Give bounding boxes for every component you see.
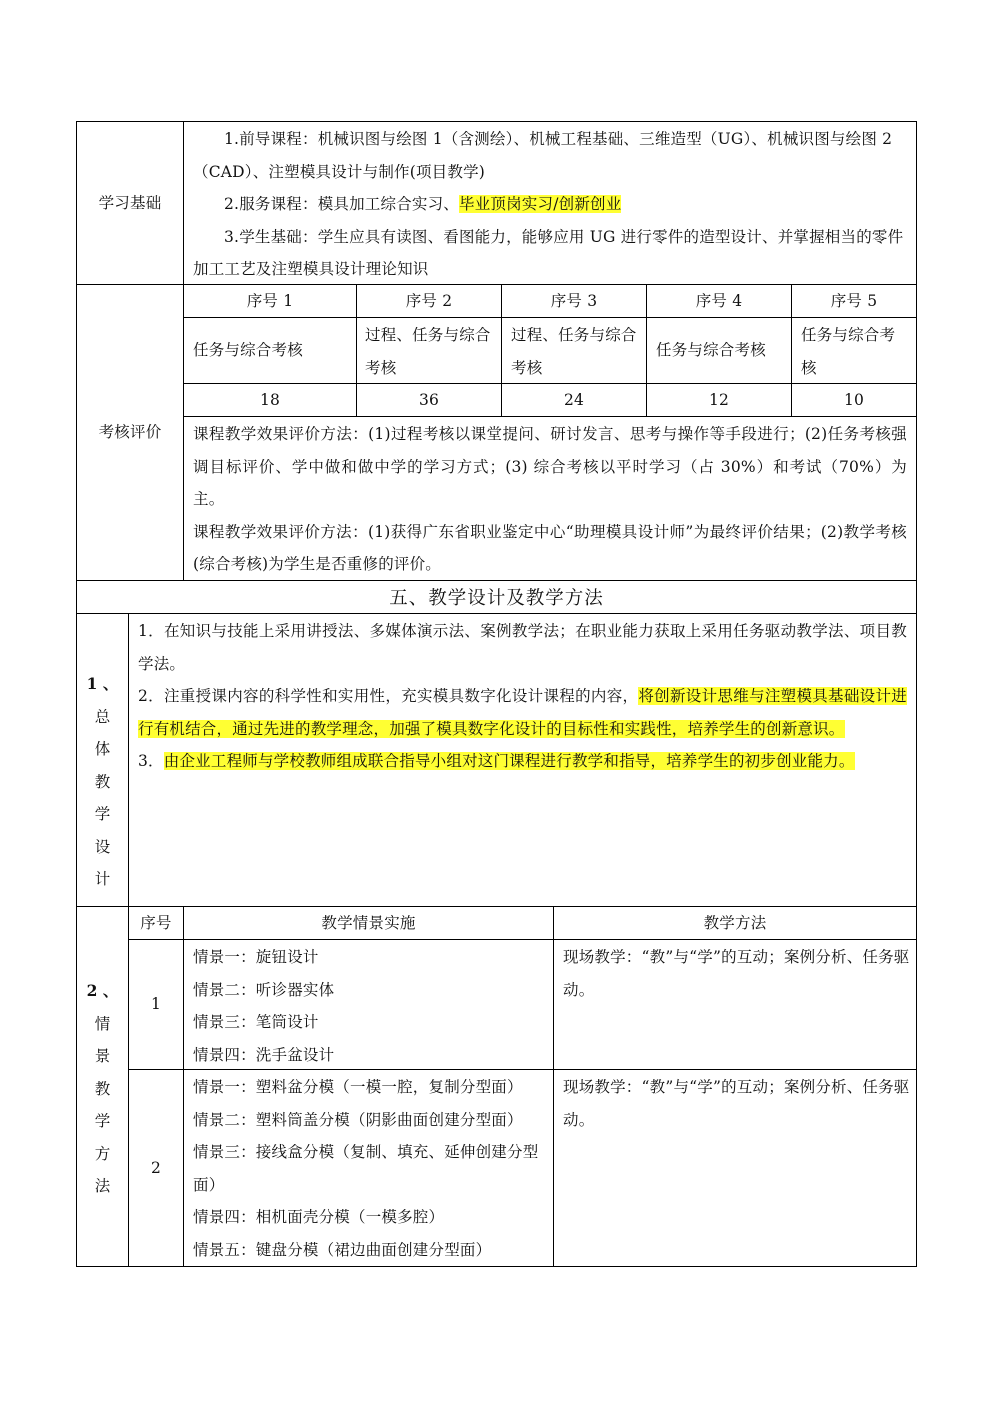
scenario-row-1-item-2: 情景二：听诊器实体 xyxy=(193,980,335,999)
assessment-type-5 xyxy=(791,317,917,384)
scenario-header-scenario xyxy=(183,906,554,940)
assessment-hours-4 xyxy=(646,383,792,417)
assessment-type-4 xyxy=(646,317,792,384)
overall-design-p2 xyxy=(138,680,907,745)
scenario-row-2-no-text: 2 xyxy=(150,1158,162,1177)
assessment-header-2 xyxy=(356,284,502,318)
overall-design-p1: 1．在知识与技能上采用讲授法、多媒体演示法、案例教学法；在职业能力获取上采用任务驱动教学法、项目教学法。 xyxy=(138,622,907,673)
assessment-hours-2 xyxy=(356,383,502,417)
scenario-row-2-item-1: 情景一：塑料盆分模（一模一腔，复制分型面） xyxy=(193,1078,523,1096)
assessment-hours-1-text: 18 xyxy=(259,390,281,409)
scenario-label-char-3: 景 xyxy=(94,1047,111,1065)
scenario-row-1-item-1: 情景一：旋钮设计 xyxy=(193,948,319,966)
assessment-hours-5 xyxy=(791,383,917,417)
scenario-header-scenario-text: 教学情景实施 xyxy=(321,913,416,932)
learning-basis-item-3: 3.学生基础：学生应具有读图、看图能力，能够应用 UG 进行零件的造型设计、并掌握相当的零件加工工艺及注塑模具设计理论知识 xyxy=(193,227,904,278)
overall-design-p2-prefix: 2．注重授课内容的科学性和实用性，充实模具数字化设计课程的内容， xyxy=(138,687,639,705)
overall-design-content xyxy=(128,613,917,907)
scenario-methods-label xyxy=(76,906,129,1267)
scenario-label-char-4: 教 xyxy=(94,1079,111,1098)
overall-design-label-char-4: 教 xyxy=(94,772,111,791)
overall-design-label-char-7: 计 xyxy=(94,870,111,888)
scenario-row-1-item-3: 情景三：笔筒设计 xyxy=(193,1013,319,1031)
scenario-row-1-scenarios xyxy=(183,939,554,1070)
scenario-row-1-method-text: 现场教学：“教”与“学”的互动；案例分析、任务驱动。 xyxy=(563,948,910,999)
assessment-type-3-text: 过程、任务与综合考核 xyxy=(511,326,637,377)
scenario-label-char-1: 2 、 xyxy=(86,981,119,1000)
overall-design-label xyxy=(76,613,129,907)
assessment-header-2-text: 序号 2 xyxy=(405,291,453,310)
scenario-row-1-item-4: 情景四：洗手盆设计 xyxy=(193,1045,335,1064)
learning-basis-label xyxy=(76,121,184,285)
learning-basis-item-2 xyxy=(193,188,907,221)
assessment-header-5-text: 序号 5 xyxy=(830,291,878,310)
scenario-row-2-method-text: 现场教学：“教”与“学”的互动；案例分析、任务驱动。 xyxy=(563,1078,910,1129)
assessment-hours-2-text: 36 xyxy=(418,390,440,409)
scenario-header-method-text: 教学方法 xyxy=(703,913,767,932)
assessment-hours-5-text: 10 xyxy=(843,390,865,409)
scenario-header-no xyxy=(128,906,184,940)
assessment-type-3 xyxy=(501,317,647,384)
scenario-row-1-no-text: 1 xyxy=(150,995,162,1014)
learning-basis-item-2-prefix: 2.服务课程：模具加工综合实习、 xyxy=(224,195,459,213)
scenario-label-char-2: 情 xyxy=(94,1014,111,1033)
scenario-label-char-7: 法 xyxy=(94,1177,111,1195)
assessment-label-text: 考核评价 xyxy=(98,423,162,442)
scenario-header-method xyxy=(553,906,917,940)
scenario-row-1-method xyxy=(553,939,917,1070)
assessment-header-4 xyxy=(646,284,792,318)
assessment-header-1-text: 序号 1 xyxy=(246,291,294,310)
assessment-method-2: 课程教学效果评价方法：(1)获得广东省职业鉴定中心“助理模具设计师”为最终评价结果；(2)教学考核(综合考核)为学生是否重修的评价。 xyxy=(193,522,907,573)
overall-design-label-char-5: 学 xyxy=(94,805,111,823)
section-5-title xyxy=(76,580,917,614)
assessment-label xyxy=(76,284,184,581)
assessment-hours-3-text: 24 xyxy=(563,390,585,409)
overall-design-label-char-3: 体 xyxy=(94,740,111,758)
assessment-type-5-text: 任务与综合考核 xyxy=(801,326,896,377)
scenario-row-2-method xyxy=(553,1069,917,1267)
assessment-type-1 xyxy=(183,317,357,384)
assessment-header-1 xyxy=(183,284,357,318)
scenario-row-2-no xyxy=(128,1069,184,1267)
scenario-label-char-5: 学 xyxy=(94,1112,111,1130)
assessment-type-2 xyxy=(356,317,502,384)
assessment-header-3 xyxy=(501,284,647,318)
scenario-row-2-item-5: 情景五：键盘分模（裙边曲面创建分型面） xyxy=(193,1240,492,1259)
assessment-methods xyxy=(183,416,917,581)
overall-design-p3-prefix: 3． xyxy=(138,752,164,770)
section-5-title-text: 五、教学设计及教学方法 xyxy=(389,588,604,609)
scenario-header-no-text: 序号 xyxy=(140,913,172,932)
assessment-type-1-text: 任务与综合考核 xyxy=(193,341,303,360)
scenario-label-char-6: 方 xyxy=(94,1144,111,1163)
assessment-header-4-text: 序号 4 xyxy=(695,291,743,310)
learning-basis-content xyxy=(183,121,917,285)
assessment-method-1: 课程教学效果评价方法：(1)过程考核以课堂提问、研讨发言、思考与操作等手段进行；(2)任务考核强调目标评价、学中做和做中学的学习方式；(3) 综合考核以平时学习（占 30%）和考试（70%）为主。 xyxy=(193,425,907,508)
assessment-type-4-text: 任务与综合考核 xyxy=(656,341,766,360)
assessment-hours-4-text: 12 xyxy=(708,390,730,409)
overall-design-label-char-6: 设 xyxy=(94,837,111,856)
learning-basis-label-text: 学习基础 xyxy=(98,193,162,212)
learning-basis-item-1: 1.前导课程：机械识图与绘图 1（含测绘）、机械工程基础、三维造型（UG）、机械识图与绘图 2（CAD）、注塑模具设计与制作(项目教学) xyxy=(193,130,893,181)
scenario-row-2-item-2: 情景二：塑料筒盖分模（阴影曲面创建分型面） xyxy=(193,1110,523,1129)
overall-design-p2-highlight: 将创新设计思维与注塑模具基础设计进行有机结合，通过先进的教学理念，加强了模具数字化设计的目标性和实践性，培养学生的创新意识。 xyxy=(138,687,908,738)
scenario-row-2-scenarios xyxy=(183,1069,554,1267)
scenario-row-2-item-3: 情景三：接线盒分模（复制、填充、延伸创建分型面） xyxy=(193,1143,539,1194)
assessment-type-2-text: 过程、任务与综合考核 xyxy=(365,326,491,377)
scenario-row-2-item-4: 情景四：相机面壳分模（一模多腔） xyxy=(193,1208,445,1226)
assessment-header-3-text: 序号 3 xyxy=(550,291,598,310)
overall-design-p3-highlight: 由企业工程师与学校教师组成联合指导小组对这门课程进行教学和指导，培养学生的初步创业能力。 xyxy=(163,752,855,770)
learning-basis-item-2-highlight: 毕业顶岗实习/创新创业 xyxy=(459,195,622,213)
assessment-header-5 xyxy=(791,284,917,318)
overall-design-p3 xyxy=(138,745,907,778)
assessment-hours-3 xyxy=(501,383,647,417)
assessment-hours-1 xyxy=(183,383,357,417)
scenario-row-1-no xyxy=(128,939,184,1070)
overall-design-label-char-2: 总 xyxy=(94,707,111,726)
overall-design-label-char-1: 1 、 xyxy=(86,674,119,693)
